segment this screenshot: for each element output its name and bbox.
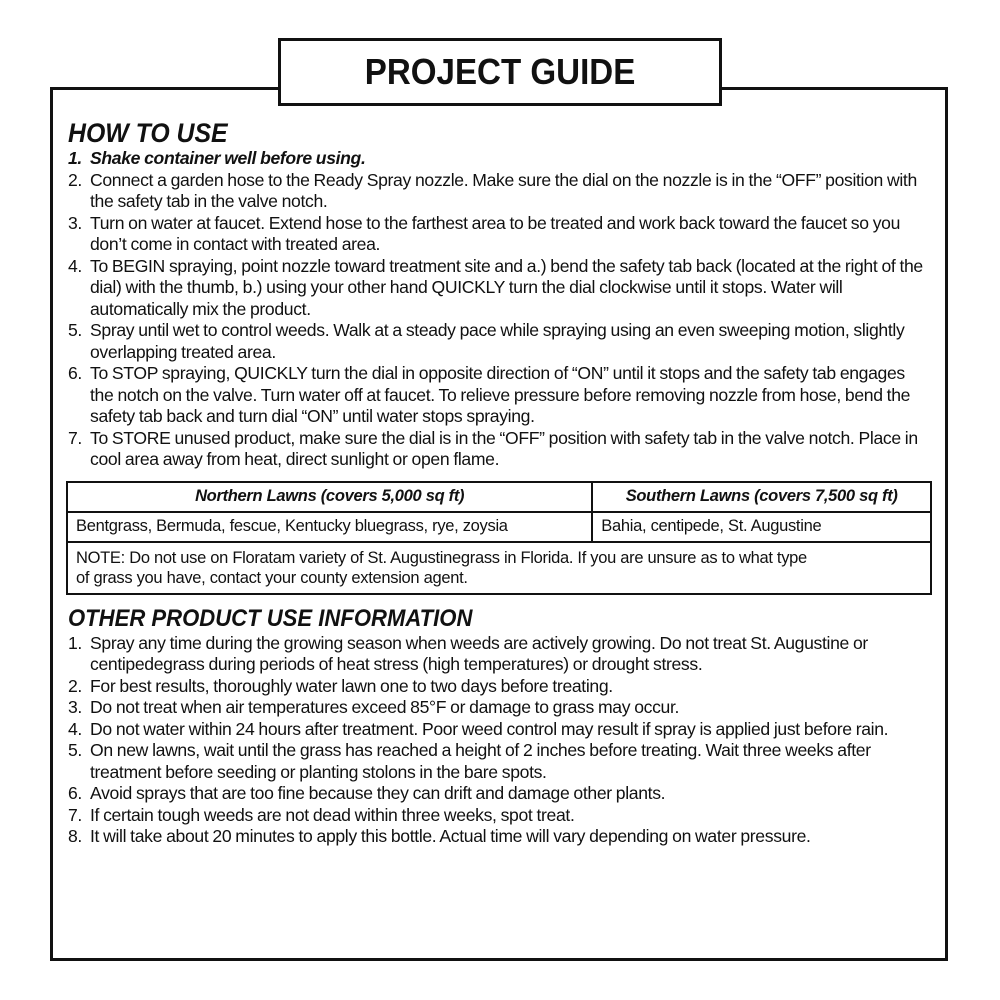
step-number: 4.	[68, 255, 82, 276]
info-item	[68, 676, 930, 698]
other-info-heading: OTHER PRODUCT USE INFORMATION	[68, 604, 473, 632]
step-number: 7.	[68, 427, 82, 448]
step-item	[68, 428, 930, 471]
table-header-row	[67, 482, 931, 512]
title-box	[278, 38, 722, 106]
item-text: On new lawns, wait until the grass has reached a height of 2 inches before treating. Wait three weeks after treatment before seeding or planting stolons in the bare spots.	[90, 740, 871, 782]
item-text: Avoid sprays that are too fine because they can drift and damage other plants.	[90, 783, 666, 803]
item-number: 6.	[68, 783, 82, 803]
info-item	[68, 633, 930, 676]
southern-grasses-cell: Bahia, centipede, St. Augustine	[592, 512, 931, 542]
item-number: 7.	[68, 804, 82, 825]
item-text: It will take about 20 minutes to apply this bottle. Actual time will vary depending on water pressure.	[90, 826, 811, 846]
step-number: 1.	[68, 148, 82, 168]
item-number: 2.	[68, 675, 82, 696]
step-text: To BEGIN spraying, point nozzle toward treatment site and a.) bend the safety tab back (located at the right of the dial) with the thumb, b.) using your other hand QUICKLY turn the dial clockwise until it stops. Water will automatically mix the product.	[90, 255, 923, 319]
northern-lawns-header: Northern Lawns (covers 5,000 sq ft)	[67, 482, 592, 512]
other-info-list	[68, 633, 930, 848]
lawn-coverage-table	[66, 481, 932, 595]
step-item	[68, 170, 930, 213]
step-text: To STORE unused product, make sure the dial is in the “OFF” position with safety tab in the valve notch. Place in cool area away from heat, direct sunlight or open flame.	[90, 427, 918, 469]
note-cell	[67, 542, 931, 594]
step-text: Shake container well before using.	[90, 148, 366, 168]
item-text: Spray any time during the growing season when weeds are actively growing. Do not treat St. Augustine or centipedegrass during periods of heat stress (high temperatures) or drought stress.	[90, 632, 868, 674]
item-text: If certain tough weeds are not dead within three weeks, spot treat.	[90, 804, 575, 825]
step-item	[68, 363, 930, 428]
step-item	[68, 320, 930, 363]
info-item	[68, 826, 930, 848]
step-item	[68, 213, 930, 256]
step-text: Connect a garden hose to the Ready Spray nozzle. Make sure the dial on the nozzle is in the “OFF” position with the safety tab in the valve notch.	[90, 169, 917, 211]
how-to-use-heading: HOW TO USE	[68, 118, 228, 148]
step-number: 5.	[68, 320, 82, 340]
step-number: 3.	[68, 212, 82, 233]
step-item	[68, 148, 930, 170]
step-item	[68, 256, 930, 321]
item-number: 3.	[68, 697, 82, 717]
northern-grasses-cell: Bentgrass, Bermuda, fescue, Kentucky bluegrass, rye, zoysia	[67, 512, 592, 542]
southern-lawns-header: Southern Lawns (covers 7,500 sq ft)	[592, 482, 931, 512]
step-text: To STOP spraying, QUICKLY turn the dial in opposite direction of “ON” until it stops and the safety tab engages the notch on the valve. Turn water off at faucet. To relieve pressure before removing nozzle from hose, bend the safety tab back and turn dial “ON” until water stops spraying.	[90, 363, 911, 426]
page-title: PROJECT GUIDE	[364, 51, 636, 92]
note-line: NOTE: Do not use on Floratam variety of St. Augustinegrass in Florida. If you are unsure as to what type	[76, 548, 807, 567]
how-to-use-steps	[68, 148, 930, 471]
info-item	[68, 719, 930, 741]
step-number: 2.	[68, 169, 82, 190]
item-text: Do not water within 24 hours after treatment. Poor weed control may result if spray is applied just before rain.	[90, 718, 889, 739]
item-number: 1.	[68, 632, 82, 653]
item-number: 5.	[68, 740, 82, 760]
info-item	[68, 783, 930, 805]
guide-content	[68, 118, 930, 848]
info-item	[68, 740, 930, 783]
item-text: Do not treat when air temperatures exceed 85°F or damage to grass may occur.	[90, 697, 680, 717]
item-number: 4.	[68, 718, 82, 739]
step-text: Turn on water at faucet. Extend hose to the farthest area to be treated and work back toward the faucet so you don’t come in contact with treated area.	[90, 212, 901, 254]
item-text: For best results, thoroughly water lawn one to two days before treating.	[90, 675, 613, 696]
item-number: 8.	[68, 826, 82, 846]
step-text: Spray until wet to control weeds. Walk at a steady pace while spraying using an even sweeping motion, slightly overlapping treated area.	[90, 320, 905, 362]
table-row	[67, 542, 931, 594]
info-item	[68, 697, 930, 719]
note-line: of grass you have, contact your county extension agent.	[76, 568, 468, 587]
table-row	[67, 512, 931, 542]
step-number: 6.	[68, 363, 82, 383]
info-item	[68, 805, 930, 827]
